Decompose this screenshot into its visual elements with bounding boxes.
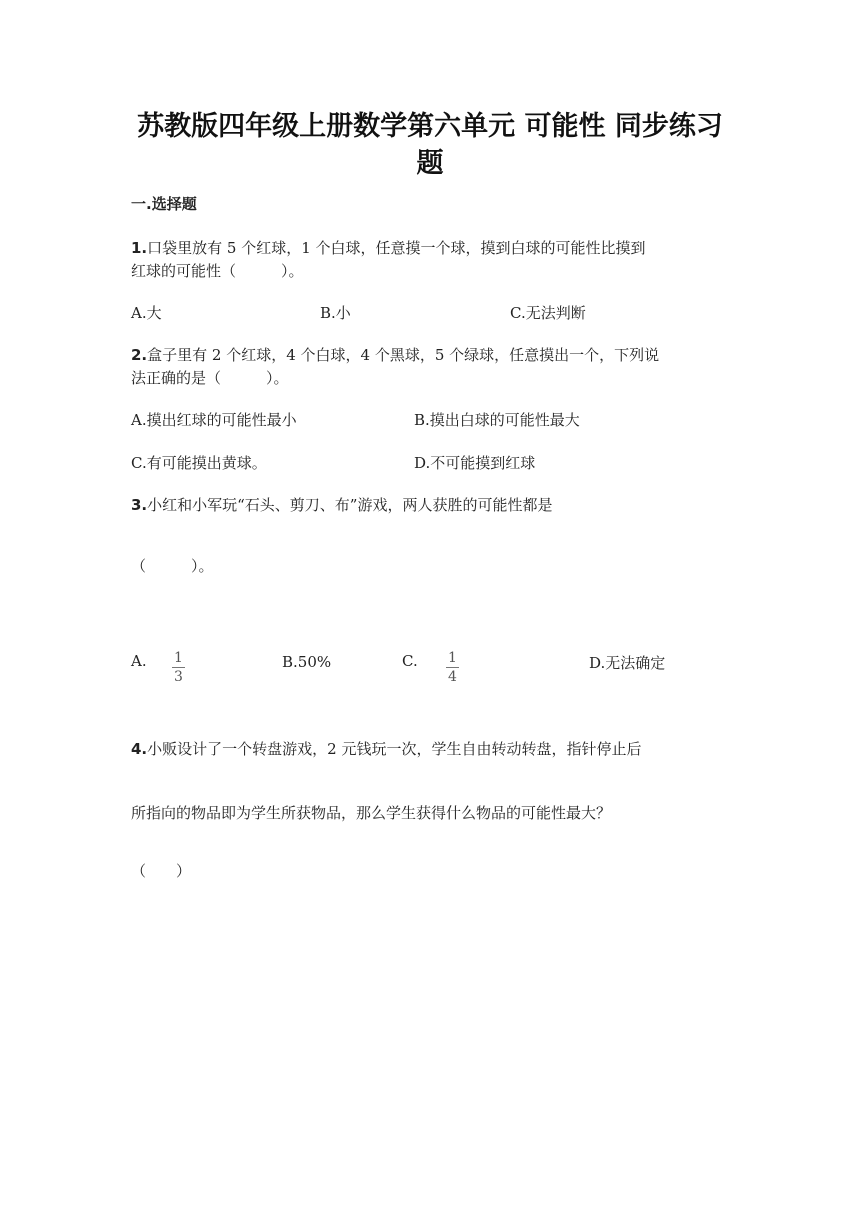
- question-2-option-d[interactable]: D.不可能摸到红球: [414, 454, 536, 472]
- page-title: 苏教版四年级上册数学第六单元 可能性 同步练习: [137, 111, 723, 142]
- question-4-answer-blank: （ ）: [131, 862, 192, 880]
- question-1-option-a[interactable]: A.大: [131, 304, 162, 322]
- question-2-option-b[interactable]: B.摸出白球的可能性最大: [414, 411, 580, 429]
- fraction-denominator: 3: [174, 669, 183, 685]
- question-2-line-2: 法正确的是（ ）。: [131, 369, 289, 387]
- question-1-line-2: 红球的可能性（ ）。: [131, 262, 304, 280]
- question-4-line-2: 所指向的物品即为学生所获物品，那么学生获得什么物品的可能性最大？: [131, 804, 612, 822]
- question-2-number: 2.: [131, 346, 148, 364]
- question-3-option-c-fraction: [446, 647, 459, 684]
- question-2-option-a[interactable]: A.摸出红球的可能性最小: [131, 411, 297, 429]
- fraction-denominator: 4: [448, 669, 457, 685]
- question-2-option-c[interactable]: C.有可能摸出黄球。: [131, 454, 267, 472]
- question-2-text: 盒子里有 2 个红球，4 个白球，4 个黑球，5 个绿球，任意摸出一个，下列说: [147, 346, 660, 364]
- question-3-option-b[interactable]: B.50%: [282, 653, 332, 671]
- question-4-number: 4.: [131, 740, 148, 758]
- question-1-number: 1.: [131, 239, 148, 257]
- question-1-text: 口袋里放有 5 个红球，1 个白球，任意摸一个球，摸到白球的可能性比摸到: [147, 239, 646, 257]
- question-1-option-b[interactable]: B.小: [320, 304, 351, 322]
- section-heading: 一.选择题: [131, 195, 197, 213]
- fraction-bar: [446, 667, 459, 668]
- fraction-numerator: 1: [448, 650, 457, 666]
- question-2-line-1: [131, 344, 659, 365]
- question-3-option-a-fraction: [172, 647, 185, 684]
- question-1-option-c[interactable]: C.无法判断: [510, 304, 586, 322]
- page-title-continued: 题: [416, 148, 444, 179]
- fraction-bar: [172, 667, 185, 668]
- question-3-line-2: （ ）。: [131, 557, 214, 575]
- question-3-option-a-label[interactable]: A.: [131, 652, 147, 670]
- question-3-number: 3.: [131, 496, 148, 514]
- question-1-line-1: [131, 237, 646, 258]
- fraction-numerator: 1: [174, 650, 183, 666]
- question-3-text: 小红和小军玩“石头、剪刀、布”游戏，两人获胜的可能性都是: [147, 496, 553, 514]
- question-3-option-d[interactable]: D.无法确定: [589, 654, 666, 672]
- question-3-line-1: [131, 494, 552, 515]
- question-4-text: 小贩设计了一个转盘游戏，2 元钱玩一次，学生自由转动转盘，指针停止后: [147, 740, 642, 758]
- question-3-option-c-label[interactable]: C.: [402, 652, 418, 670]
- question-4-line-1: [131, 738, 641, 759]
